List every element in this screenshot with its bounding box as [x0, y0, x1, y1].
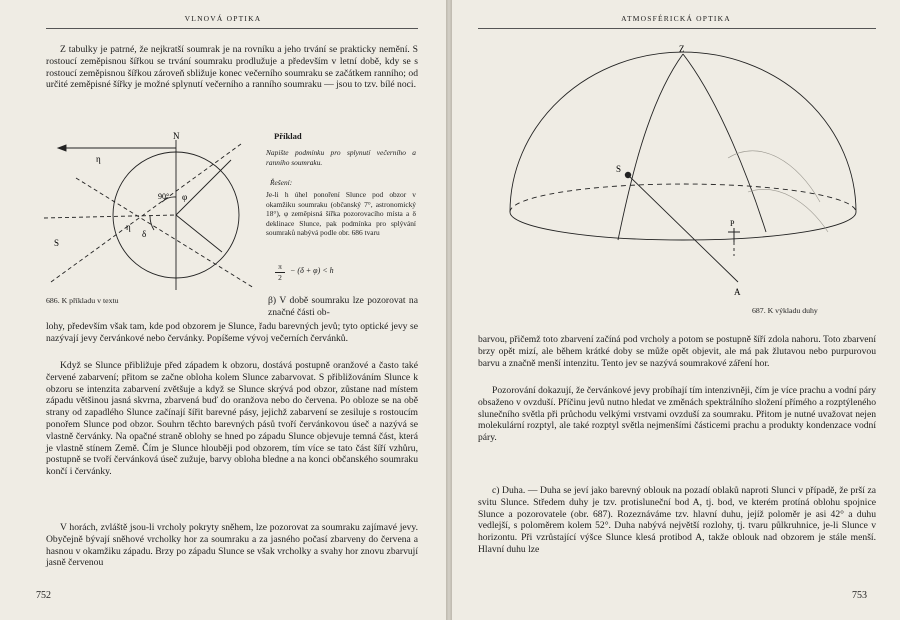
fig687-meridian-right [683, 54, 766, 232]
fig687-label-p: P [730, 219, 735, 228]
example-solution-text: Je-li h úhel ponoření Slunce pod obzor v okamžiku soumraku (občanský 7°, astronomický 18°), φ zeměpisná šířka pozorovacího místa a δ deklinace Slunce, pak podmínka pro splývání soumraků nabývá podle obr. 686 tvaru [266, 190, 416, 238]
fig686-radius-lower [176, 215, 222, 252]
fig687-label-z: Z [679, 44, 685, 54]
fig686-label-eta-top: η [96, 154, 101, 164]
example-task: Napište podmínku pro splynutí večerního a ranního soumraku. [266, 148, 416, 167]
fig686-horizon-dashed [44, 215, 176, 218]
formula-numerator: π [278, 262, 282, 271]
fig687-rainbow-arc-1 [728, 151, 820, 202]
fig686-label-eta-low: η [126, 222, 131, 232]
left-para-2-lead: β) V době soumraku lze pozorovat na značné části ob- [268, 295, 418, 318]
fig687-horizon-back [510, 184, 856, 212]
fig687-sun-dot [625, 172, 631, 178]
fig687-dome-outline [510, 52, 856, 212]
fig686-angle-delta [150, 216, 154, 230]
fig686-dashed-tangent-1 [51, 144, 241, 282]
fig686-label-phi: φ [182, 192, 188, 202]
formula-rest: − (δ + φ) < h [290, 266, 334, 275]
fig686-label-n: N [173, 131, 180, 141]
fig687-label-s: S [616, 164, 622, 174]
figure-687 [498, 42, 868, 312]
fig686-label-90: 90° [158, 192, 170, 201]
fig686-arrow-head [58, 145, 66, 151]
example-title: Příklad [274, 131, 302, 141]
fig687-rainbow-arc-2 [748, 189, 828, 232]
fig686-caption: 686. K příkladu v textu [46, 296, 119, 305]
left-running-head: VLNOVÁ OPTIKA [184, 14, 262, 23]
right-page-number: 753 [852, 590, 867, 601]
example-solution-label: Řešení: [270, 178, 293, 187]
fig686-geometry [44, 140, 254, 290]
formula-denominator: 2 [278, 273, 282, 282]
left-para-4: V horách, zvláště jsou-li vrcholy pokryty sněhem, lze pozorovat za soumraku zajímavé jevy. Obyčejně bývají sněhové vrcholky hor za soumraku a za jasného počasí zbarveny do červena a hasnou v okamžiku západu. Brzy po západu Slunce se však vrcholky a svahy hor znovu zbarvují jasně červenou [46, 522, 418, 569]
fig687-label-a: A [734, 287, 741, 297]
fig687-sun-line [628, 175, 738, 282]
fig686-label-s: S [54, 238, 60, 248]
fig687-caption: 687. K výkladu duhy [752, 306, 818, 315]
left-para-3: Když se Slunce přibližuje před západem k obzoru, dostává postupně oranžové a často také červené zabarvení; přitom se začne obloha kolem Slunce zabarvovat. S přibližováním Slunce k obzoru se intenzita zabarvení zvětšuje a když se Slunce skrývá pod obzor, zůstane nad místem západu většinou jasná skvrna, zbarvená buď do oranžova nebo do červena. Po obloze se na obě strany od zapadlého Slunce začínají šířit barevné pásy, jejichž zabarvení se zesiluje s rostoucím ponořem Slunce pod obzor. Souhrn těchto barevných pásů tvoří červánkovou úseč a nazývá se vlastně červánky. Na opačné straně oblohy se hned po západu Slunce objevuje temná část, která je vlastně stínem Země. Čím je Slunce hlouběji pod obzorem, tím více se tato část šíří vzhůru, postupně se tvoří červánková úseč zužuje, barvy obloha bledne a na konci občanského soumraku končí i červánky. [46, 360, 418, 478]
left-page [0, 0, 446, 620]
right-para-2: Pozorování dokazují, že červánkové jevy probíhají tím intenzivněji, čím je více prachu a vodní páry obsaženo v ovzduší. Příčinu jevů nutno hledat ve změnách spektrálního složení přímého a rozptýleného slunečního světla při průchodu velkými vrstvami ovzduší za soumraku. Přitom je nutné uvažovat nejen molekulární rozptyl, ale také rozptyl světla nejmenšími částicemi prachu a produkty kondenzace vodní páry. [478, 385, 876, 444]
fig687-geometry [510, 52, 856, 282]
fig687-meridian-left [618, 54, 683, 240]
left-para-1: Z tabulky je patrné, že nejkratší soumrak je na rovníku a jeho trvání se prakticky nemění. S rostoucí zeměpisnou šířkou se trvání soumraku prodlužuje a především v letní době, kdy se s rostoucí zeměpisnou šířkou zároveň sbližuje konec večerního soumraku se začátkem ranního; od určité zeměpisné šířky je možné splynutí večerního a ranního soumraku — jsou to tzv. bílé noci. [46, 44, 418, 91]
right-page [452, 0, 900, 620]
fig687-horizon-front [510, 212, 856, 240]
left-page-number: 752 [36, 590, 51, 601]
left-head-rule [46, 28, 418, 29]
left-para-2: lohy, především však tam, kde pod obzorem je Slunce, řadu barevných jevů; tyto optické jevy se nazývají jevy červánkové nebo červánky. Popíšeme vývoj večerních červánků. [46, 321, 418, 344]
fig686-radius-phi [176, 160, 231, 215]
right-para-3: c) Duha. — Duha se jeví jako barevný oblouk na pozadí oblaků naproti Slunci v případě, že prší za svitu Slunce. Středem duhy je tzv. protisluneční bod A, tj. bod, ve kterém protíná oblohu spojnice Slunce a pozorovatele (obr. 687). Rozeznáváme tzv. hlavní duhu, jejíž poloměr je asi 42° a duhu vedlejší, s poloměrem kolem 52°. Duha nabývá největší rozlohy, tj. tvaru půlkruhnice, je-li Slunce v horizontu. Při vzrůstající výšce Slunce klesá protibod A, takže oblouk nad obzorem je stále menší. Hlavní duhu lze [478, 485, 876, 555]
right-running-head: ATMOSFÉRICKÁ OPTIKA [621, 14, 731, 23]
fig686-label-delta: δ [142, 229, 147, 239]
right-head-rule [478, 28, 876, 29]
figure-686 [36, 130, 266, 300]
right-para-1: barvou, přičemž toto zbarvení začíná pod vrcholy a potom se postupně šíří zdola nahoru. Toto zbarvení brzy opět mizí, ale během krátké doby se může opět objevit, ale má pak žlutavou nebo purpurovou barvu a značně menší intenzitu. Tento jev se nazývá soumrakové záření hor. [478, 334, 876, 369]
